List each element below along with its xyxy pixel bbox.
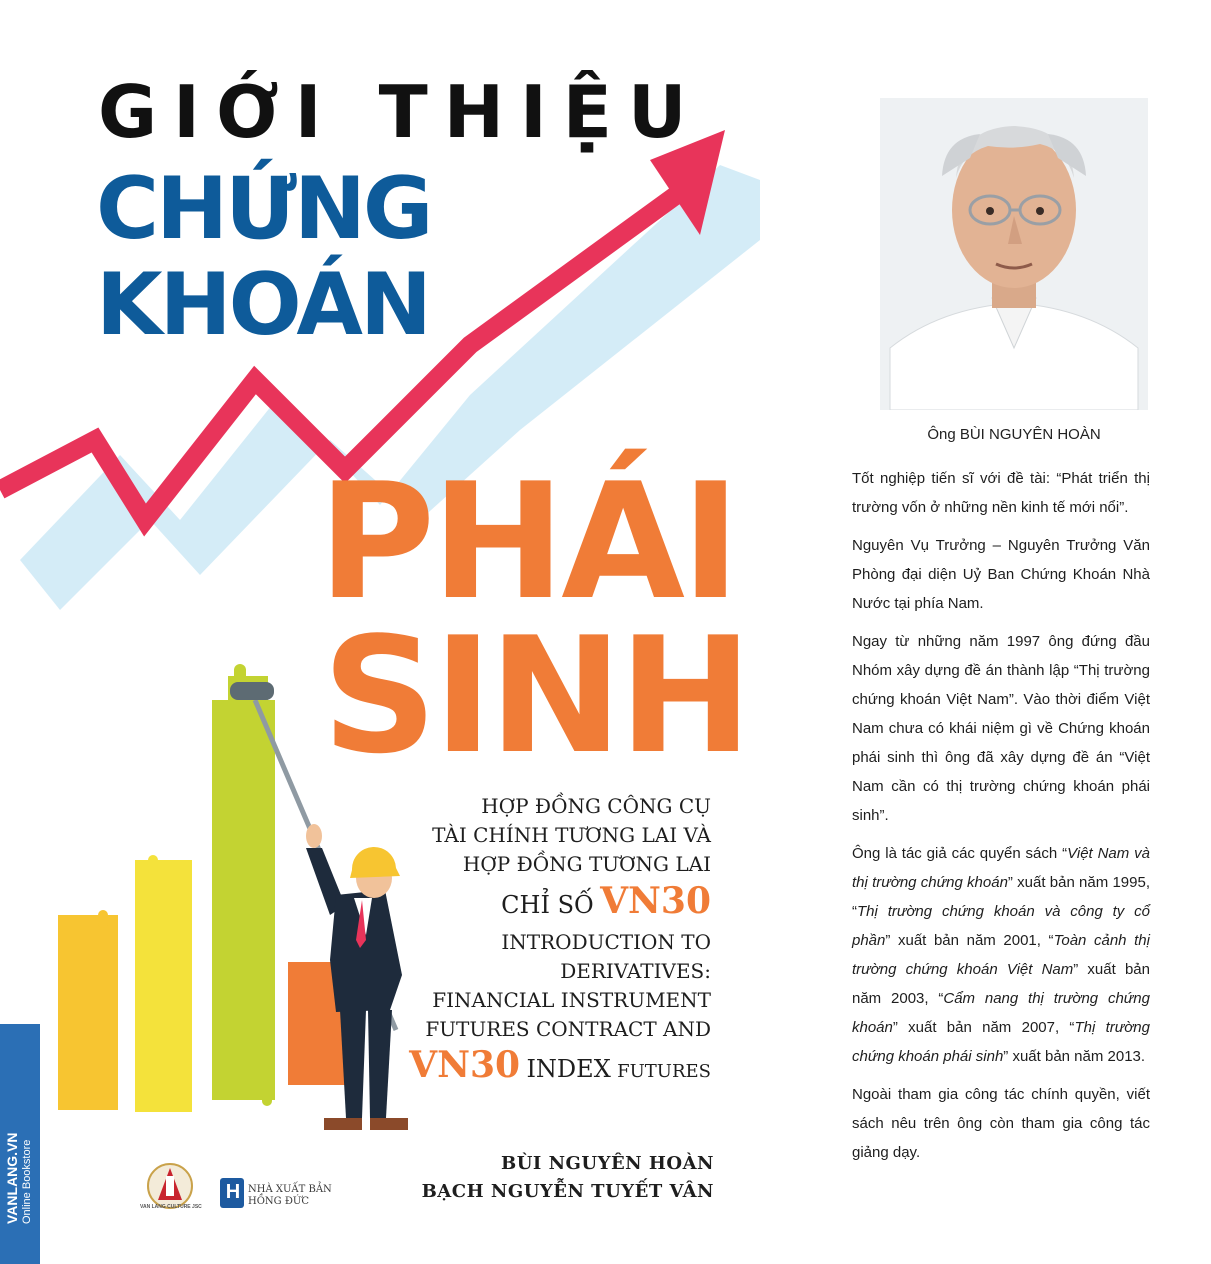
author-caption: Ông BÙI NGUYÊN HOÀN (927, 426, 1101, 443)
bar-light-yellow (135, 860, 192, 1112)
subtitle-vn-line-1: HỢP ĐỒNG CÔNG CỤ (481, 794, 711, 818)
book-title: Thị trường chứng khoán và công ty cổ phần (852, 903, 1150, 949)
spine-site: VANLANG.VN (4, 1132, 20, 1224)
book-title: Toàn cảnh thị trường chứng khoán Việt Nam (852, 932, 1150, 978)
title-line-chung: CHỨNG (96, 159, 431, 259)
subtitle-index-prefix: CHỈ SỐ (501, 891, 594, 919)
book-title: Việt Nam và thị trường chứng khoán (852, 845, 1150, 891)
publisher-name (248, 1184, 332, 1208)
bio-paragraph: Ngay từ những năm 1997 ông đứng đầu Nhóm xây dựng đề án thành lập “Thị trường chứng khoán Việt Nam”. Vào thời điểm Việt Nam chưa có khái niệm gì về Chứng khoán phái sinh thì ông đã xây dựng đề án “Việt Nam cần có thị trường chứng khoán phái sinh”. (852, 633, 1150, 824)
subtitle-vn-line-3: HỢP ĐỒNG TƯƠNG LAI (462, 852, 711, 876)
bio-paragraph: Ngoài tham gia công tác chính quyền, viết sách nêu trên ông còn tham gia công tác giảng dạy. (852, 1086, 1150, 1161)
subtitle-en-line-3: FINANCIAL INSTRUMENT (432, 988, 711, 1012)
subtitle-vn-line-4 (291, 879, 711, 928)
bio-text: ” xuất bản năm 1995, “ (852, 874, 1151, 920)
subtitle-en-futures: FUTURES (617, 1061, 711, 1082)
author-bio (852, 464, 1150, 1176)
bio-paragraph: Nguyên Vụ Trưởng – Nguyên Trưởng Văn Phòng đại diện Uỷ Ban Chứng Khoán Nhà Nước tại phía Nam. (852, 537, 1150, 612)
bio-text: ” xuất bản năm 2001, “ (885, 932, 1054, 949)
subtitle-vn-line-2: TÀI CHÍNH TƯƠNG LAI VÀ (432, 823, 711, 847)
subtitle-en-index: INDEX (526, 1055, 611, 1083)
subtitle-en-line-1: INTRODUCTION TO (501, 930, 711, 954)
portrait-illustration (880, 98, 1148, 410)
vanlang-logo-text: VAN LANG CULTURE JSC (140, 1204, 202, 1210)
subtitle-en-line-2: DERIVATIVES: (560, 959, 711, 983)
author-name: BẠCH NGUYỄN TUYẾT VÂN (421, 1181, 714, 1202)
subtitle-en-accent: VN30 (409, 1044, 521, 1086)
bio-text: Ông là tác giả các quyển sách “ (852, 845, 1068, 862)
bio-text: ” xuất bản năm 2013. (1003, 1048, 1146, 1065)
bio-text: ” xuất bản năm 2003, “ (852, 961, 1150, 1007)
author-name: BÙI NGUYÊN HOÀN (500, 1153, 714, 1174)
bar-yellow (58, 915, 118, 1110)
book-title: Cẩm nang thị trường chứng khoán (852, 990, 1150, 1036)
title-line-phai: PHÁI (318, 448, 737, 635)
spine-strip (0, 1024, 40, 1264)
author-portrait (880, 98, 1148, 410)
title-line-sinh: SINH (322, 602, 749, 789)
spine-text (5, 1132, 35, 1224)
title-line-khoan: KHOÁN (96, 255, 429, 355)
publisher-line-1: NHÀ XUẤT BẢN (248, 1184, 332, 1195)
title-intro: GIỚI THIỆU (98, 70, 703, 154)
cover-authors (422, 1150, 714, 1206)
subtitle-index-accent: VN30 (600, 880, 711, 922)
bio-text: ” xuất bản năm 2007, “ (892, 1019, 1075, 1036)
vanlang-logo (148, 1164, 192, 1208)
hongduc-logo-letter: H (225, 1181, 241, 1203)
bio-paragraph: Tốt nghiệp tiến sĩ với đề tài: “Phát triển thị trường vốn ở những nền kinh tế mới nổi”. (852, 470, 1150, 516)
book-title: Thị trường chứng khoán phái sinh (852, 1019, 1150, 1065)
cover-subtitle (291, 792, 711, 1093)
spine-tagline: Online Bookstore (21, 1139, 33, 1224)
publisher-line-2: HỒNG ĐỨC (248, 1196, 309, 1207)
bio-paragraph-books (852, 839, 1150, 1071)
subtitle-en-line-4: FUTURES CONTRACT AND (425, 1017, 711, 1041)
subtitle-en-line-5 (291, 1044, 711, 1093)
